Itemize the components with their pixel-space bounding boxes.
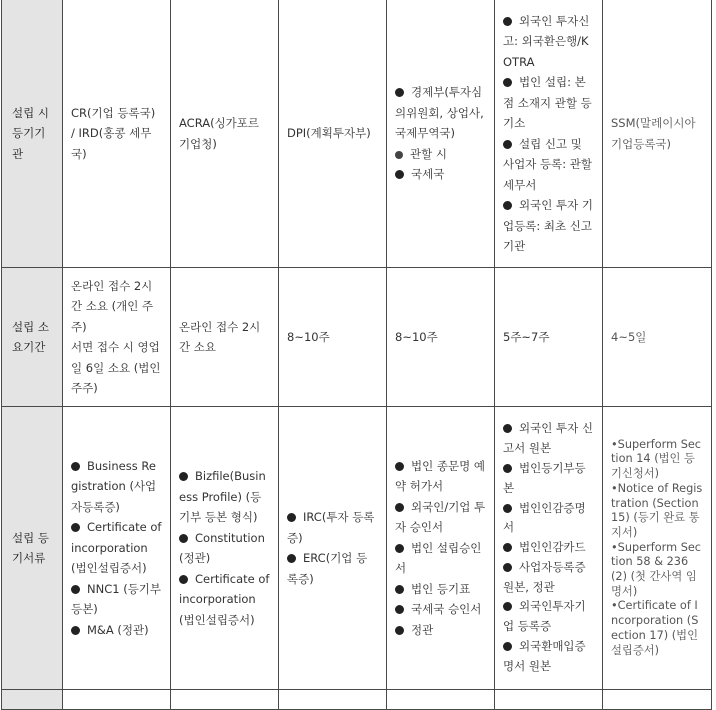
bullet-text: 법인등기부등본: [503, 460, 586, 495]
bullet-item: [503, 459, 594, 499]
bullet-dot-icon: [503, 464, 512, 473]
cell-korea-authority: [495, 0, 603, 268]
bullet-item: [395, 599, 486, 620]
bullet-text: ERC(기업 등록증): [287, 551, 368, 586]
cell-partial: [279, 690, 387, 710]
bullet-text: 법인 등기표: [411, 581, 471, 596]
bullet-dot-icon: [395, 503, 404, 512]
cell-text: •Certificate of Incorporation (Section 17) (법인설립증서): [611, 599, 699, 657]
bullet-item: [503, 419, 594, 459]
bullet-text: Certificate of incorporation (법인설립증서): [71, 520, 162, 576]
bullet-item: [503, 538, 594, 558]
bullet-text: 외국환매입증명서 원본: [503, 639, 586, 673]
cell-text: 8~10주: [287, 329, 330, 344]
cell-hongkong-duration: [63, 268, 171, 407]
cell-malaysia-duration: [603, 268, 712, 407]
bullet-text: 외국인/기업 투자 승인서: [395, 499, 486, 535]
bullet-dot-icon: [503, 543, 512, 552]
bullet-item: [395, 579, 486, 600]
bullet-text: Certificate of incorporation (법인설립증서): [179, 571, 270, 627]
bullet-dot-icon: [503, 504, 512, 513]
bullet-text: 경제부(투자심의위원회, 상업사, 국제무역국): [395, 85, 484, 141]
bullet-text: IRC(투자 등록증): [287, 510, 375, 545]
cell-text: CR(기업 등록국) / IRD(홍콩 세무국): [71, 105, 156, 161]
cell-malaysia-documents: [603, 407, 712, 690]
bullet-text: Business Registration (사업자등록증): [71, 458, 157, 514]
cell-korea-documents: [495, 407, 603, 690]
bullet-item: [395, 82, 486, 144]
bullet-dot-icon: [179, 534, 188, 543]
cell-text: 5주~7주: [503, 329, 550, 344]
bullet-dot-icon: [395, 462, 404, 471]
bullet-text: 법인 설립: 본점 소재지 관할 등기소: [503, 75, 592, 130]
cell-text: SSM(말레이시아 기업등록국): [611, 116, 696, 151]
cell-korea-duration: [495, 268, 603, 407]
cell-text: 온라인 접수 2시간 소요: [179, 319, 261, 354]
cell-text: 온라인 접수 2시간 소요 (개인 주주): [71, 278, 154, 334]
bullet-item: [395, 620, 486, 641]
bullet-text: 법인 설립승인서: [395, 540, 482, 576]
bullet-dot-icon: [503, 642, 512, 651]
bullet-text: 외국인 투자신고: 외국환은행/KOTRA: [503, 13, 590, 69]
row-header-partial: [2, 690, 63, 710]
bullet-item: [395, 497, 486, 538]
bullet-dot-icon: [395, 544, 404, 553]
cell-myanmar-duration: [387, 268, 495, 407]
bullet-item: [503, 11, 594, 73]
cell-vietnam-authority: [279, 0, 387, 268]
bullet-item: [395, 164, 486, 185]
bullet-text: 정관: [411, 622, 434, 637]
bullet-text: 외국인 투자 기업등록: 최초 신고 기관: [503, 198, 593, 253]
bullet-dot-icon: [503, 78, 512, 87]
cell-singapore-documents: [171, 407, 279, 690]
bullet-text: 국세국 승인서: [411, 602, 482, 617]
cell-singapore-duration: [171, 268, 279, 407]
bullet-dot-icon: [71, 626, 80, 635]
bullet-item: [503, 499, 594, 539]
cell-hongkong-documents: [63, 407, 171, 690]
bullet-item: [395, 144, 486, 165]
cell-myanmar-authority: [387, 0, 495, 268]
bullet-text: Bizfile(Business Profile) (등기부 등본 형식): [179, 469, 266, 524]
bullet-text: 법인인감카드: [519, 540, 586, 555]
bullet-dot-icon: [503, 201, 512, 210]
row-header-registration-authority: 설립 시 등기기관: [2, 0, 63, 268]
row-header-registration-documents: 설립 등기서류: [2, 407, 63, 690]
row-partial: [2, 690, 712, 710]
comparison-table: [1, 0, 712, 710]
bullet-dot-icon: [71, 462, 80, 471]
bullet-dot-icon: [179, 472, 188, 481]
bullet-text: 외국인 투자 신고서 원본: [503, 421, 593, 456]
row-setup-duration: [2, 268, 712, 407]
bullet-dot-icon: [287, 513, 296, 522]
bullet-dot-icon: [503, 424, 512, 433]
cell-text: •Notice of Registration (Section 15) (등기 완료 통지서): [611, 481, 703, 539]
bullet-text: M&A (정관): [87, 622, 149, 637]
bullet-dot-icon: [503, 602, 512, 611]
cell-text: •Superform Section 14 (법인 등기신청서): [611, 437, 702, 481]
bullet-dot-icon: [395, 626, 404, 635]
cell-vietnam-documents: [279, 407, 387, 690]
bullet-text: NNC1 (등기부등본): [71, 581, 162, 617]
bullet-item: [503, 637, 594, 677]
bullet-item: [503, 134, 594, 196]
bullet-dot-icon: [179, 575, 188, 584]
bullet-text: 법인인감증명서: [503, 500, 586, 535]
bullet-dot-icon: [503, 17, 512, 26]
cell-singapore-authority: [171, 0, 279, 268]
cell-malaysia-authority: [603, 0, 712, 268]
cell-myanmar-documents: [387, 407, 495, 690]
bullet-item: [287, 507, 378, 548]
bullet-item: [287, 548, 378, 589]
bullet-item: [503, 597, 594, 637]
bullet-dot-icon: [395, 170, 404, 179]
bullet-dot-icon: [503, 563, 512, 572]
cell-text: 서면 접수 시 영업일 6일 소요 (법인 주주): [71, 340, 161, 395]
cell-vietnam-duration: [279, 268, 387, 407]
bullet-text: Constitution (정관): [179, 530, 265, 565]
bullet-item: [395, 456, 486, 497]
bullet-item: [179, 569, 270, 631]
bullet-dot-icon: [395, 88, 404, 97]
cell-hongkong-authority: [63, 0, 171, 268]
cell-text: DPI(계획투자부): [287, 126, 371, 141]
row-header-setup-duration: 설립 소요기간: [2, 268, 63, 407]
bullet-item: [503, 558, 594, 598]
bullet-dot-icon: [395, 585, 404, 594]
cell-partial: [387, 690, 495, 710]
bullet-text: 외국인투자기업 등록증: [503, 599, 586, 634]
bullet-item: [71, 517, 162, 579]
cell-partial: [63, 690, 171, 710]
bullet-dot-icon: [71, 585, 80, 594]
bullet-item: [71, 620, 162, 641]
bullet-text: 법인 종문명 예약 허가서: [395, 458, 485, 494]
bullet-item: [71, 456, 162, 518]
cell-partial: [495, 690, 603, 710]
row-registration-authority: [2, 0, 712, 268]
bullet-dot-icon: [395, 605, 404, 614]
bullet-text: 국세국: [411, 167, 445, 182]
bullet-text: 관할 시: [410, 146, 447, 161]
bullet-item: [395, 538, 486, 579]
bullet-dot-icon: [503, 140, 512, 149]
bullet-text: 사업자등록증 원본, 정관: [503, 559, 586, 594]
bullet-item: [71, 579, 162, 620]
cell-text: •Superform Section 58 & 236(2) (첫 간사역 임명서): [611, 540, 702, 598]
bullet-item: [179, 466, 270, 528]
cell-text: 8~10주: [395, 329, 438, 344]
bullet-item: [503, 72, 594, 134]
row-registration-documents: [2, 407, 712, 690]
bullet-dot-icon: [71, 523, 80, 532]
cell-partial: [603, 690, 712, 710]
bullet-dot-icon: [287, 554, 296, 563]
bullet-dot-icon: [395, 151, 403, 159]
cell-text: 4~5일: [611, 329, 647, 344]
bullet-text: 설립 신고 및 사업자 등록: 관할 세무서: [503, 136, 592, 192]
bullet-item: [503, 195, 594, 257]
bullet-item: [179, 528, 270, 569]
cell-partial: [171, 690, 279, 710]
cell-text: ACRA(싱가포르 기업청): [179, 116, 260, 151]
